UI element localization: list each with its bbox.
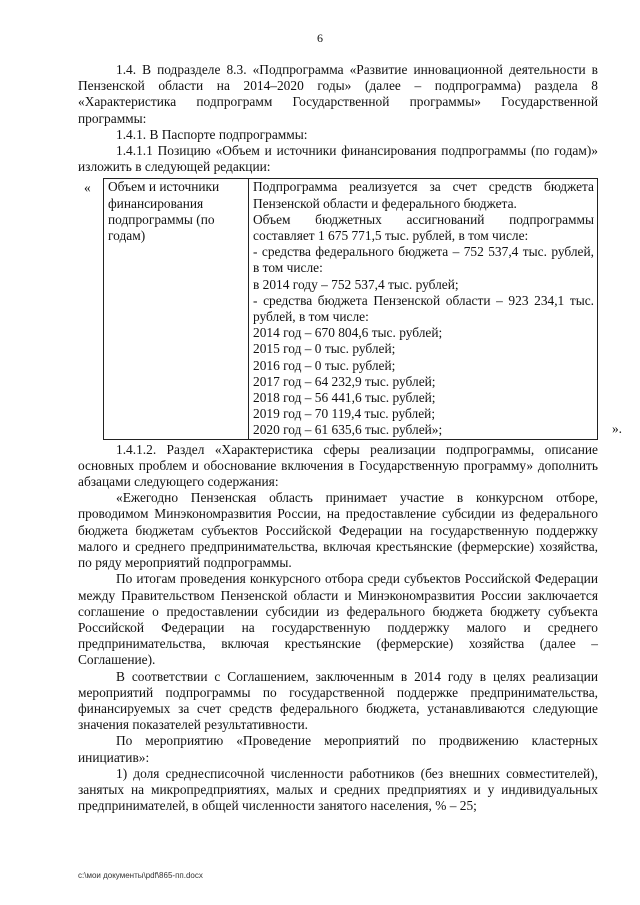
funding-line: 2019 год – 70 119,4 тыс. рублей; (253, 406, 436, 422)
quote-close-mark: ». (611, 421, 622, 437)
quote-open-mark: « (84, 180, 91, 196)
funding-line: 2016 год – 0 тыс. рублей; (253, 357, 396, 373)
passport-table-block (78, 178, 622, 439)
paragraph-cluster-measure: По мероприятию «Проведение мероприятий по продвижению кластерных инициатив»: (78, 733, 598, 765)
table-cell-funding-text (249, 179, 598, 439)
funding-line: в 2014 году – 752 537,4 тыс. рублей; (253, 276, 459, 292)
document-body (78, 62, 622, 814)
funding-line: 2018 год – 56 441,6 тыс. рублей; (253, 390, 436, 406)
table-row (104, 179, 598, 439)
paragraph-agreement: По итогам проведения конкурсного отбора среди субъектов Российской Федерации между Правительством Пензенской области и Минэкономразвития России заключается соглашение о предоставлении субсидии из федерального бюджета бюджету субъекта Российской Федерации на государственную поддержку малого и среднего предпринимательства, включая крестьянские (фермерские) хозяйства (далее – Соглашение). (78, 571, 598, 668)
paragraph-1-4-1-1: 1.4.1.1 Позицию «Объем и источники финансирования подпрограммы (по годам)» изложить в следующей редакции: (78, 143, 598, 175)
page-number: 6 (317, 31, 323, 45)
funding-line: - средства федерального бюджета – 752 537,4 тыс. рублей, в том числе: (253, 244, 594, 276)
passport-table (103, 178, 598, 439)
paragraph-indicators: В соответствии с Соглашением, заключенным в 2014 году в целях реализации мероприятий подпрограммы по государственной поддержке предпринимательства, финансируемых за счет средств федерального бюджета, устанавливаются следующие значения показателей результативности. (78, 668, 598, 733)
file-path-footer: c:\мои документы\pdf\865-пп.docx (78, 871, 203, 880)
funding-line: - средства бюджета Пензенской области – 923 234,1 тыс. рублей, в том числе: (253, 292, 594, 325)
funding-line: 2017 год – 64 232,9 тыс. рублей; (253, 373, 436, 389)
paragraph-indicator-1: 1) доля среднесписочной численности работников (без внешних совместителей), занятых на микропредприятиях, малых и средних предприятиях и у индивидуальных предпринимателей, в общей численности занятого населения, % – 25; (78, 765, 598, 814)
paragraph-1-4: 1.4. В подразделе 8.3. «Подпрограмма «Развитие инновационной деятельности в Пензенской области на 2014–2020 годы» (далее – подпрограмма) раздела 8 «Характеристика подпрограмм Государственной программы» Государственной программы: (78, 62, 598, 126)
paragraph-1-4-1: 1.4.1. В Паспорте подпрограммы: (116, 126, 308, 142)
paragraph-annual-participation: «Ежегодно Пензенская область принимает участие в конкурсном отборе, проводимом Минэкономразвития России, на предоставление субсидии из федерального бюджета бюджетам субъектов Российской Федерации на государственную поддержку малого и среднего предпринимательства, включая крестьянские (фермерские) хозяйства, по ряду мероприятий подпрограммы. (78, 490, 598, 571)
funding-line: Объем бюджетных ассигнований подпрограммы составляет 1 675 771,5 тыс. рублей, в том числе: (253, 211, 594, 244)
table-cell-position-name: Объем и источники финансирования подпрограммы (по годам) (104, 179, 249, 439)
funding-line: 2015 год – 0 тыс. рублей; (253, 341, 396, 357)
funding-line: 2014 год – 670 804,6 тыс. рублей; (253, 325, 443, 341)
paragraph-1-4-1-2: 1.4.1.2. Раздел «Характеристика сферы реализации подпрограммы, описание основных проблем и обоснование включения в Государственную программу» дополнить абзацами следующего содержания: (78, 441, 598, 490)
funding-line: Подпрограмма реализуется за счет средств бюджета Пензенской области и федерального бюджета. (253, 179, 594, 211)
funding-line: 2020 год – 61 635,6 тыс. рублей»; (253, 422, 443, 438)
